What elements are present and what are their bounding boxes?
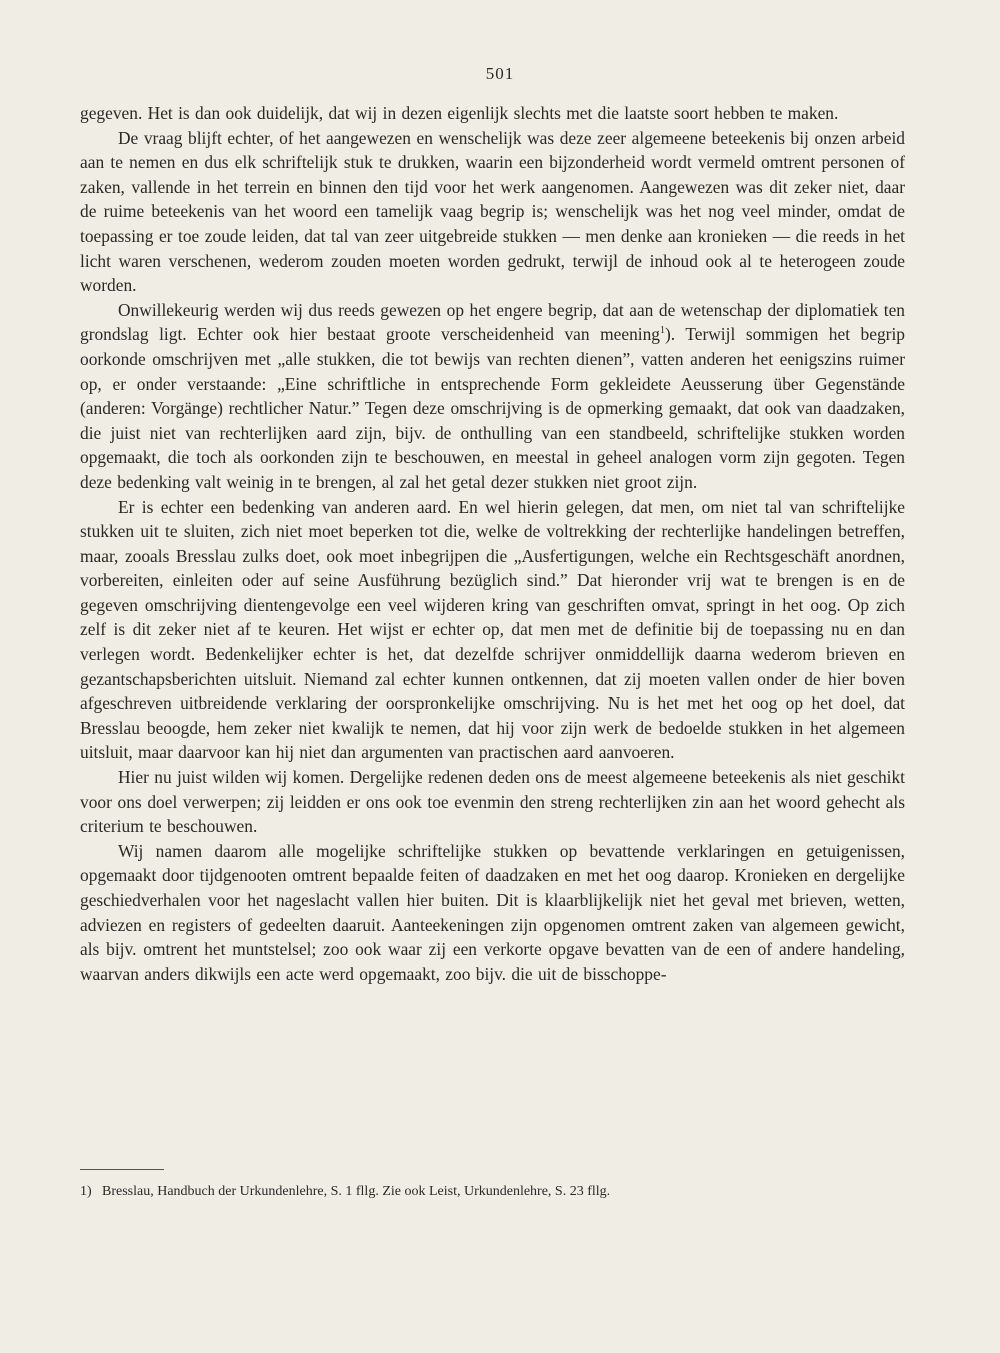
- footnote-reference[interactable]: 1: [659, 325, 665, 337]
- paragraph-2: De vraag blijft echter, of het aangewezen en wenschelijk was deze zeer algemeene beteekenis bij onzen arbeid aan te nemen en dus elk schriftelijk stuk te drukken, waarin een bijzonderheid wordt vermeld omtrent personen of zaken, vallende in het terrein en binnen den tijd voor het werk aangenomen. Aangewezen was dit zeker niet, daar de ruime beteekenis van het woord een tamelijk vaag begrip is; wenschelijk was het nog veel minder, omdat de toepassing er toe zoude leiden, dat tal van zeer uitgebreide stukken — men denke aan kronieken — die reeds in het licht waren verschenen, wederom zouden moeten worden gedrukt, terwijl de inhoud ook al te heterogeen zoude worden.: [80, 127, 905, 296]
- body-text: [80, 101, 905, 986]
- footnote: [80, 1182, 905, 1202]
- paragraph-3: [80, 298, 905, 495]
- paragraph-3-part-2: ). Terwijl sommigen het begrip oorkonde omschrijven met „alle stukken, die tot bewijs van rechten dienen”, vatten anderen het eenigszins ruimer op, er onder verstaande: „Eine schriftliche in entsprechende Form gekleidete Aeusserung über Gegenstände (anderen: Vorgänge) rechtlicher Natur.” Tegen deze omschrijving is de opmerking gemaakt, dat ook van daadzaken, die juist niet van rechterlijken aard zijn, bijv. de onthulling van een standbeeld, schriftelijke stukken worden opgemaakt, die toch als oorkonden zijn te beschouwen, en meestal in geheel analogen vorm zijn gegoten. Tegen deze bedenking valt weinig in te brengen, al zal het getal dezer stukken niet groot zijn.: [80, 324, 905, 492]
- paragraph-1: gegeven. Het is dan ook duidelijk, dat wij in dezen eigenlijk slechts met die laatste soort hebben te maken.: [80, 103, 839, 123]
- paragraph-5: Hier nu juist wilden wij komen. Dergelijke redenen deden ons de meest algemeene beteekenis als niet geschikt voor ons doel verwerpen; zij leidden er ons ook toe evenmin den streng rechterlijken zin aan het woord gehecht als criterium te beschouwen.: [80, 767, 905, 837]
- paragraph-3-part-1: Onwillekeurig werden wij dus reeds gewezen op het engere begrip, dat aan de wetenschap der diplomatiek ten grondslag ligt. Echter ook hier bestaat groote verscheidenheid van meening: [80, 299, 905, 345]
- paragraph-6: Wij namen daarom alle mogelijke schriftelijke stukken op bevattende verklaringen en getuigenissen, opgemaakt door tijdgenooten omtrent bepaalde feiten of daadzaken en met het oog daarop. Kronieken en dergelijke geschiedverhalen voor het nageslacht vallen hier buiten. Dit is klaarblijkelijk niet het geval met brieven, wetten, adviezen en registers of gedeelten daaruit. Aanteekeningen zijn opgenomen omtrent zaken van algemeen gewicht, als bijv. omtrent het muntstelsel; zoo ook waar zij een verkorte opgave bevatten van de een of andere handeling, waarvan anders dikwijls een acte werd opgemaakt, zoo bijv. die uit de bisschoppe-: [80, 840, 905, 984]
- page-number: 501: [485, 64, 515, 83]
- footnote-text: Bresslau, Handbuch der Urkundenlehre, S. 1 fllg. Zie ook Leist, Urkundenlehre, S. 23 fllg.: [102, 1184, 611, 1199]
- paragraph-4: Er is echter een bedenking van anderen aard. En wel hierin gelegen, dat men, om niet tal van schriftelijke stukken uit te sluiten, zich niet moet beperken tot die, welke de voltrekking der rechterlijke handelingen betreffen, maar, zooals Bresslau zulks doet, ook moet inbegrijpen die „Ausfertigungen, welche ein Rechtsgeschäft anordnen, vorbereiten, einleiten oder auf seine Ausführung bezüglich sind.” Dat hieronder vrij wat te brengen is en de gegeven omschrijving dientengevolge een veel wijderen kring van geschriften omvat, springt in het oog. Op zich zelf is dit zeker niet af te keuren. Het wijst er echter op, dat men met de definitie bij de toepassing nu en dan verlegen wordt. Bedenkelijker echter is het, dat dezelfde schrijver onmiddellijk daarna wederom brieven en gezantschapsberichten uitsluit. Niemand zal echter kunnen ontkennen, dat zij moeten vallen onder de hier boven afgeschreven uitbreidende verklaring der oorspronkelijke omschrijving. Nu is het met het oog op het doel, dat Bresslau beoogde, hem zeker niet kwalijk te nemen, dat hij voor zijn werk de bedoelde stukken in het algemeen uitsluit, maar daarvoor kan hij niet dan argumenten van practischen aard aanvoeren.: [80, 496, 905, 763]
- footnote-marker: 1): [80, 1184, 92, 1199]
- footnote-divider: [80, 1169, 164, 1170]
